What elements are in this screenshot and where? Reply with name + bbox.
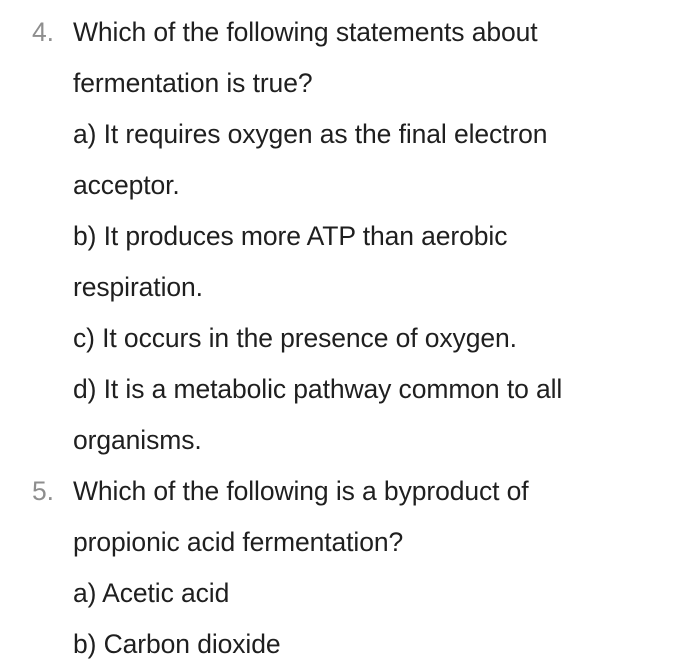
question-4-option-c <box>0 313 675 364</box>
question-number: 4. <box>32 17 54 47</box>
question-text: Which of the following is a byproduct of <box>73 476 529 506</box>
question-4-option-b <box>0 211 675 262</box>
option-text: c) It occurs in the presence of oxygen. <box>73 323 517 353</box>
option-text: d) It is a metabolic pathway common to all <box>73 374 563 404</box>
question-list <box>0 7 675 670</box>
question-number: 5. <box>32 476 54 506</box>
option-text: a) It requires oxygen as the final electron <box>73 119 548 149</box>
question-5-option-a <box>0 568 675 619</box>
question-4-option-a <box>0 109 675 160</box>
option-text: respiration. <box>73 272 203 302</box>
question-4-line-2 <box>0 58 675 109</box>
question-5-line-2 <box>0 517 675 568</box>
option-text: b) It produces more ATP than aerobic <box>73 221 508 251</box>
option-text: b) Carbon dioxide <box>73 629 281 659</box>
option-text: organisms. <box>73 425 202 455</box>
question-text: fermentation is true? <box>73 68 313 98</box>
question-4-option-d <box>0 364 675 415</box>
question-5-option-b <box>0 619 675 670</box>
question-4-option-a-cont <box>0 160 675 211</box>
question-text: propionic acid fermentation? <box>73 527 404 557</box>
question-4-line-1 <box>0 7 675 58</box>
question-4-option-d-cont <box>0 415 675 466</box>
option-text: acceptor. <box>73 170 180 200</box>
question-5-line-1 <box>0 466 675 517</box>
question-4-option-b-cont <box>0 262 675 313</box>
question-text: Which of the following statements about <box>73 17 538 47</box>
option-text: a) Acetic acid <box>73 578 230 608</box>
